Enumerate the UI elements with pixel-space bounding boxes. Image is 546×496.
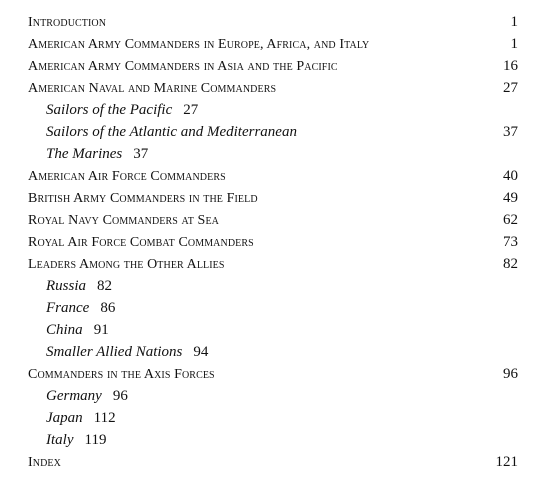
toc-subentry-japan xyxy=(28,407,518,429)
toc-entry-page: 27 xyxy=(503,80,518,96)
toc-entry-page: 112 xyxy=(93,410,116,426)
toc-subentry-russia xyxy=(28,275,518,297)
toc-entry-title: Sailors of the Pacific xyxy=(46,102,173,118)
toc-entry-page: 40 xyxy=(503,168,518,184)
toc-entry-title: Index xyxy=(28,455,61,470)
toc-entry-page: 91 xyxy=(93,322,109,338)
toc-subentry-france xyxy=(28,297,518,319)
toc-entry-royal-navy xyxy=(28,209,518,231)
toc-entry-air-force xyxy=(28,165,518,187)
table-of-contents xyxy=(28,11,518,473)
toc-entry-title: France xyxy=(46,300,90,316)
toc-entry-title: American Army Commanders in Europe, Africa, and Italy xyxy=(28,37,370,52)
toc-entry-naval-marine xyxy=(28,77,518,99)
toc-entry-title: Commanders in the Axis Forces xyxy=(28,367,215,382)
toc-entry-page: 49 xyxy=(503,190,518,206)
toc-entry-title: Russia xyxy=(46,278,87,294)
toc-entry-title: Sailors of the Atlantic and Mediterranean xyxy=(46,124,297,140)
toc-entry-title: Leaders Among the Other Allies xyxy=(28,257,225,272)
toc-entry-title: Germany xyxy=(46,388,102,404)
toc-entry-page: 82 xyxy=(503,256,518,272)
toc-entry-army-asia xyxy=(28,55,518,77)
toc-entry-page: 119 xyxy=(84,432,107,448)
toc-subentry-china xyxy=(28,319,518,341)
toc-entry-page: 1 xyxy=(510,14,518,30)
toc-entry-introduction xyxy=(28,11,518,33)
toc-entry-page: 37 xyxy=(503,124,518,140)
toc-entry-page: 62 xyxy=(503,212,518,228)
toc-entry-page: 27 xyxy=(183,102,199,118)
toc-subentry-germany xyxy=(28,385,518,407)
toc-entry-title: American Air Force Commanders xyxy=(28,169,226,184)
toc-entry-title: Japan xyxy=(46,410,83,426)
toc-entry-page: 94 xyxy=(193,344,209,360)
toc-subentry-italy xyxy=(28,429,518,451)
toc-entry-other-allies xyxy=(28,253,518,275)
toc-entry-british-army xyxy=(28,187,518,209)
toc-entry-title: American Naval and Marine Commanders xyxy=(28,81,277,96)
toc-entry-axis-forces xyxy=(28,363,518,385)
toc-entry-title: Introduction xyxy=(28,15,107,30)
toc-entry-title: British Army Commanders in the Field xyxy=(28,191,258,206)
toc-subentry-marines xyxy=(28,143,518,165)
toc-subentry-sailors-atlantic xyxy=(28,121,518,143)
toc-entry-title: Royal Air Force Combat Commanders xyxy=(28,235,254,250)
toc-entry-page: 16 xyxy=(503,58,518,74)
toc-entry-page: 73 xyxy=(503,234,518,250)
toc-subentry-sailors-pacific xyxy=(28,99,518,121)
toc-entry-page: 96 xyxy=(112,388,128,404)
toc-entry-title: The Marines xyxy=(46,146,123,162)
toc-entry-title: Royal Navy Commanders at Sea xyxy=(28,213,219,228)
toc-entry-royal-air-force xyxy=(28,231,518,253)
toc-entry-page: 37 xyxy=(133,146,149,162)
toc-entry-title: Smaller Allied Nations xyxy=(46,344,183,360)
toc-entry-page: 96 xyxy=(503,366,518,382)
toc-entry-page: 86 xyxy=(100,300,116,316)
toc-entry-title: American Army Commanders in Asia and the Pacific xyxy=(28,59,338,74)
toc-entry-page: 1 xyxy=(510,36,518,52)
toc-entry-title: Italy xyxy=(46,432,74,448)
toc-entry-page: 82 xyxy=(97,278,113,294)
toc-subentry-smaller-allied xyxy=(28,341,518,363)
toc-entry-index xyxy=(28,451,518,473)
toc-entry-title: China xyxy=(46,322,83,338)
toc-entry-page: 121 xyxy=(495,454,518,470)
toc-entry-army-europe xyxy=(28,33,518,55)
